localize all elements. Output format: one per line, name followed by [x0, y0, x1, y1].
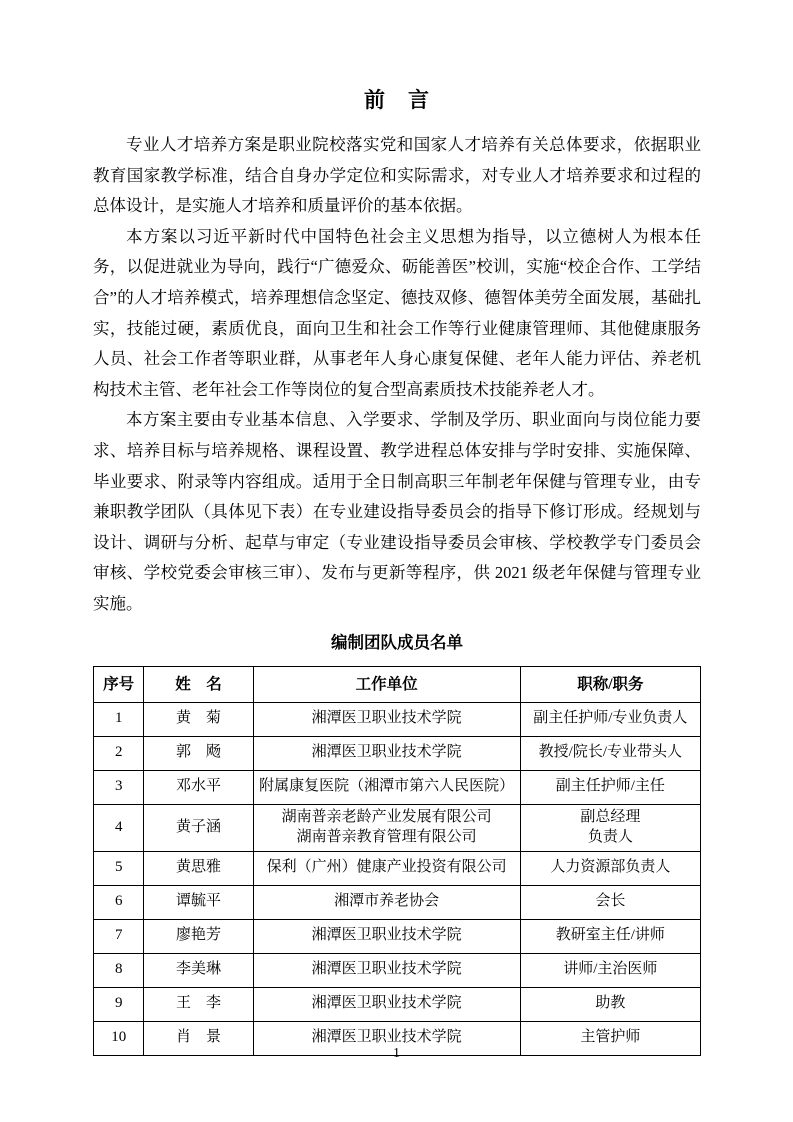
col-header-title: 职称/职务 — [520, 666, 700, 702]
page-number: 1 — [393, 1046, 400, 1061]
cell-title — [520, 736, 700, 770]
cell-organization-line: 湖南普亲教育管理有限公司 — [296, 828, 477, 845]
cell-title-line: 教授/院长/专业带头人 — [538, 744, 683, 761]
cell-index — [94, 885, 144, 919]
cell-title — [520, 770, 700, 804]
paragraph-3: 本方案主要由专业基本信息、入学要求、学制及学历、职业面向与岗位能力要求、培养目标与培养规格、课程设置、教学进程总体安排与学时安排、实施保障、毕业要求、附录等内容组成。适用于全日制高职三年制老年保健与管理专业，由专兼职教学团队（具体见下表）在专业建设指导委员会的指导下修订形成。经规划与设计、调研与分析、起草与审定（专业建设指导委员会审核、学校教学专门委员会审核、学校党委会审核三审）、发布与更新等程序，供 2021 级老年保健与管理专业实施。 — [93, 410, 701, 613]
cell-name-line: 黄 菊 — [175, 710, 221, 727]
cell-name-line: 邓水平 — [175, 778, 221, 795]
cell-index-line: 10 — [111, 1029, 127, 1046]
table-row — [94, 770, 701, 804]
cell-name-line: 郭 飏 — [175, 744, 221, 761]
paragraph-2: 本方案以习近平新时代中国特色社会主义思想为指导，以立德树人为根本任务，以促进就业为导向，践行“广德爱众、砺能善医”校训，实施“校企合作、工学结合”的人才培养模式，培养理想信念坚定、德技双修、德智体美劳全面发展，基础扎实，技能过硬，素质优良，面向卫生和社会工作等行业健康管理师、其他健康服务人员、社会工作者等职业群，从事老年人身心康复保健、老年人能力评估、养老机构技术主管、老年社会工作等岗位的复合型高素质技术技能养老人才。 — [93, 226, 701, 399]
cell-organization-line: 湘潭市养老协会 — [334, 893, 440, 910]
cell-organization — [253, 919, 520, 953]
cell-name — [144, 987, 253, 1021]
cell-name-line: 廖艳芳 — [175, 927, 221, 944]
cell-organization — [253, 736, 520, 770]
cell-title-line: 副主任护师/专业负责人 — [533, 710, 688, 727]
cell-title — [520, 702, 700, 736]
team-table-body — [94, 702, 701, 1055]
cell-name — [144, 804, 253, 851]
cell-organization-line: 附属康复医院（湘潭市第六人民医院） — [259, 778, 515, 795]
cell-index — [94, 851, 144, 885]
cell-title-line: 主管护师 — [580, 1029, 641, 1046]
cell-organization — [253, 851, 520, 885]
cell-title-line: 会长 — [595, 893, 626, 910]
cell-title-line: 副总经理 — [580, 809, 641, 825]
cell-index-line: 1 — [114, 710, 123, 727]
cell-organization-line: 湘潭医卫职业技术学院 — [311, 744, 462, 761]
cell-organization-line: 湘潭医卫职业技术学院 — [311, 995, 462, 1012]
cell-organization-line: 湘潭医卫职业技术学院 — [311, 710, 462, 727]
cell-title-line: 教研室主任/讲师 — [555, 927, 665, 944]
table-row — [94, 953, 701, 987]
cell-index-line: 7 — [114, 927, 123, 944]
cell-name-line: 李美琳 — [175, 961, 221, 978]
cell-name-line: 肖 景 — [175, 1029, 221, 1046]
cell-name — [144, 851, 253, 885]
cell-title — [520, 851, 700, 885]
cell-organization — [253, 953, 520, 987]
team-table-title: 编制团队成员名单 — [331, 632, 463, 652]
cell-index — [94, 987, 144, 1021]
cell-title-line: 负责人 — [587, 828, 633, 845]
cell-index-line: 5 — [114, 859, 123, 876]
preface-paragraphs — [93, 130, 701, 620]
cell-organization-line: 湖南普亲老龄产业发展有限公司 — [281, 809, 492, 825]
cell-organization — [253, 770, 520, 804]
col-header-organization: 工作单位 — [253, 666, 520, 702]
cell-title — [520, 987, 700, 1021]
table-row — [94, 851, 701, 885]
table-row — [94, 736, 701, 770]
team-table — [93, 666, 701, 1056]
header-row — [94, 666, 701, 702]
cell-index-line: 6 — [114, 893, 123, 910]
table-row — [94, 804, 701, 851]
cell-organization-line: 湘潭医卫职业技术学院 — [311, 1029, 462, 1046]
cell-name — [144, 885, 253, 919]
cell-title — [520, 953, 700, 987]
table-row — [94, 987, 701, 1021]
paragraph-1: 专业人才培养方案是职业院校落实党和国家人才培养有关总体要求，依据职业教育国家教学标准，结合自身办学定位和实际需求，对专业人才培养要求和过程的总体设计，是实施人才培养和质量评价的基本依据。 — [93, 135, 701, 216]
col-header-name: 姓 名 — [144, 666, 253, 702]
cell-organization — [253, 987, 520, 1021]
cell-title — [520, 804, 700, 851]
cell-title — [520, 885, 700, 919]
cell-title — [520, 919, 700, 953]
cell-title-line: 助教 — [595, 995, 626, 1012]
table-row — [94, 702, 701, 736]
team-table-header — [94, 666, 701, 702]
cell-name — [144, 770, 253, 804]
cell-index-line: 2 — [114, 744, 123, 761]
cell-index — [94, 702, 144, 736]
cell-organization-line: 湘潭医卫职业技术学院 — [311, 961, 462, 978]
cell-name-line: 王 李 — [175, 995, 221, 1012]
cell-name — [144, 702, 253, 736]
cell-title-line: 人力资源部负责人 — [550, 859, 671, 876]
cell-name — [144, 953, 253, 987]
cell-index-line: 4 — [114, 818, 123, 835]
cell-title-line: 讲师/主治医师 — [563, 961, 658, 978]
cell-index — [94, 770, 144, 804]
cell-organization — [253, 804, 520, 851]
cell-name-line: 黄思雅 — [175, 859, 221, 876]
col-header-index: 序号 — [94, 666, 144, 702]
cell-organization — [253, 702, 520, 736]
cell-index-line: 9 — [114, 995, 123, 1012]
cell-index-line: 3 — [114, 778, 123, 795]
cell-organization — [253, 885, 520, 919]
cell-organization-line: 保利（广州）健康产业投资有限公司 — [266, 859, 507, 876]
cell-index-line: 8 — [114, 961, 123, 978]
cell-organization-line: 湘潭医卫职业技术学院 — [311, 927, 462, 944]
cell-index — [94, 919, 144, 953]
cell-name-line: 谭毓平 — [175, 893, 221, 910]
cell-title-line: 副主任护师/主任 — [555, 778, 665, 795]
cell-index — [94, 804, 144, 851]
page-title: 前 言 — [364, 88, 430, 112]
table-row — [94, 885, 701, 919]
cell-index — [94, 736, 144, 770]
cell-name-line: 黄子涵 — [175, 818, 221, 835]
cell-index — [94, 953, 144, 987]
cell-name — [144, 736, 253, 770]
cell-name — [144, 919, 253, 953]
table-row — [94, 919, 701, 953]
